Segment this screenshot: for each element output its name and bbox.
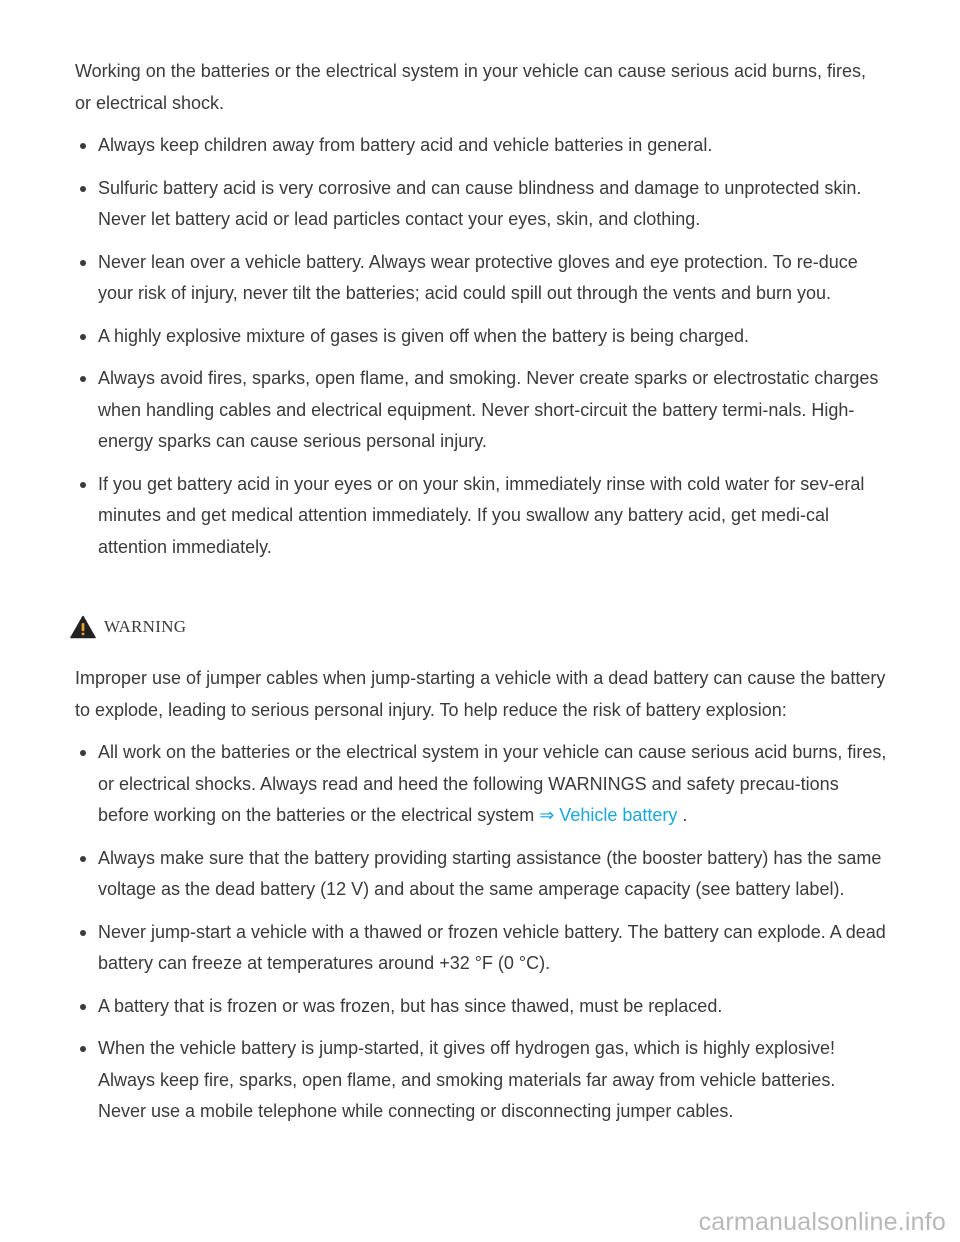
list-item: Sulfuric battery acid is very corrosive and can cause blindness and damage to unprotected skin. Never let battery acid or lead particles contact your eyes, skin, and clothing.: [75, 173, 887, 236]
list-item: Always keep children away from battery acid and vehicle batteries in general.: [75, 130, 887, 162]
bullet-dot: [80, 856, 86, 862]
jump-start-warning-section: [75, 663, 887, 1128]
battery-hazard-list: [75, 130, 887, 563]
bullet-dot: [80, 930, 86, 936]
list-item: Never lean over a vehicle battery. Always wear protective gloves and eye protection. To re-duce your risk of injury, never tilt the batteries; acid could spill out through the vents and burn you.: [75, 247, 887, 310]
bullet-dot: [80, 186, 86, 192]
list-item: A battery that is frozen or was frozen, but has since thawed, must be replaced.: [75, 991, 887, 1023]
jump-start-list: [75, 737, 887, 1128]
bullet-dot: [80, 1004, 86, 1010]
list-item: Always avoid fires, sparks, open flame, and smoking. Never create sparks or electrostatic charges when handling cables and electrical equipment. Never short-circuit the battery termi-nals. High-energy sparks can cause serious personal injury.: [75, 363, 887, 458]
warning-title: WARNING: [104, 617, 187, 637]
list-item: Never jump-start a vehicle with a thawed or frozen vehicle battery. The battery can explode. A dead battery can freeze at temperatures around +32 °F (0 °C).: [75, 917, 887, 980]
bullet-dot: [80, 1046, 86, 1052]
bullet-dot: [80, 750, 86, 756]
list-item: All work on the batteries or the electrical system in your vehicle can cause serious acid burns, fires, or electrical shocks. Always read and heed the following WARNINGS and safety precau-tions before working on the batteries or the electrical system ⇒ Vehicle battery .: [75, 737, 887, 832]
list-item: A highly explosive mixture of gases is given off when the battery is being charged.: [75, 321, 887, 353]
warning-triangle-icon: [70, 615, 96, 639]
bullet-dot: [80, 260, 86, 266]
bullet-dot: [80, 334, 86, 340]
battery-hazard-section: [75, 56, 887, 563]
warning-header: [75, 611, 887, 643]
jump-start-intro: Improper use of jumper cables when jump-starting a vehicle with a dead battery can cause the battery to explode, leading to serious personal injury. To help reduce the risk of battery explosion:: [75, 668, 886, 720]
bullet-dot: [80, 376, 86, 382]
watermark: carmanualsonline.info: [698, 1207, 946, 1236]
battery-hazard-intro: Working on the batteries or the electrical system in your vehicle can cause serious acid burns, fires, or electrical shock.: [75, 61, 867, 113]
bullet-dot: [80, 482, 86, 488]
list-item: When the vehicle battery is jump-started, it gives off hydrogen gas, which is highly explosive! Always keep fire, sparks, open flame, and smoking materials far away from vehicle batteries. Never use a mobile telephone while connecting or disconnecting jumper cables.: [75, 1033, 887, 1128]
vehicle-battery-link[interactable]: ⇒ Vehicle battery: [539, 805, 678, 825]
manual-page-content: [75, 56, 887, 1128]
bullet-dot: [80, 143, 86, 149]
list-item: If you get battery acid in your eyes or on your skin, immediately rinse with cold water for sev-eral minutes and get medical attention immediately. If you swallow any battery acid, get medi-cal attention immediately.: [75, 469, 887, 564]
list-item: Always make sure that the battery providing starting assistance (the booster battery) has the same voltage as the dead battery (12 V) and about the same amperage capacity (see battery label).: [75, 843, 887, 906]
